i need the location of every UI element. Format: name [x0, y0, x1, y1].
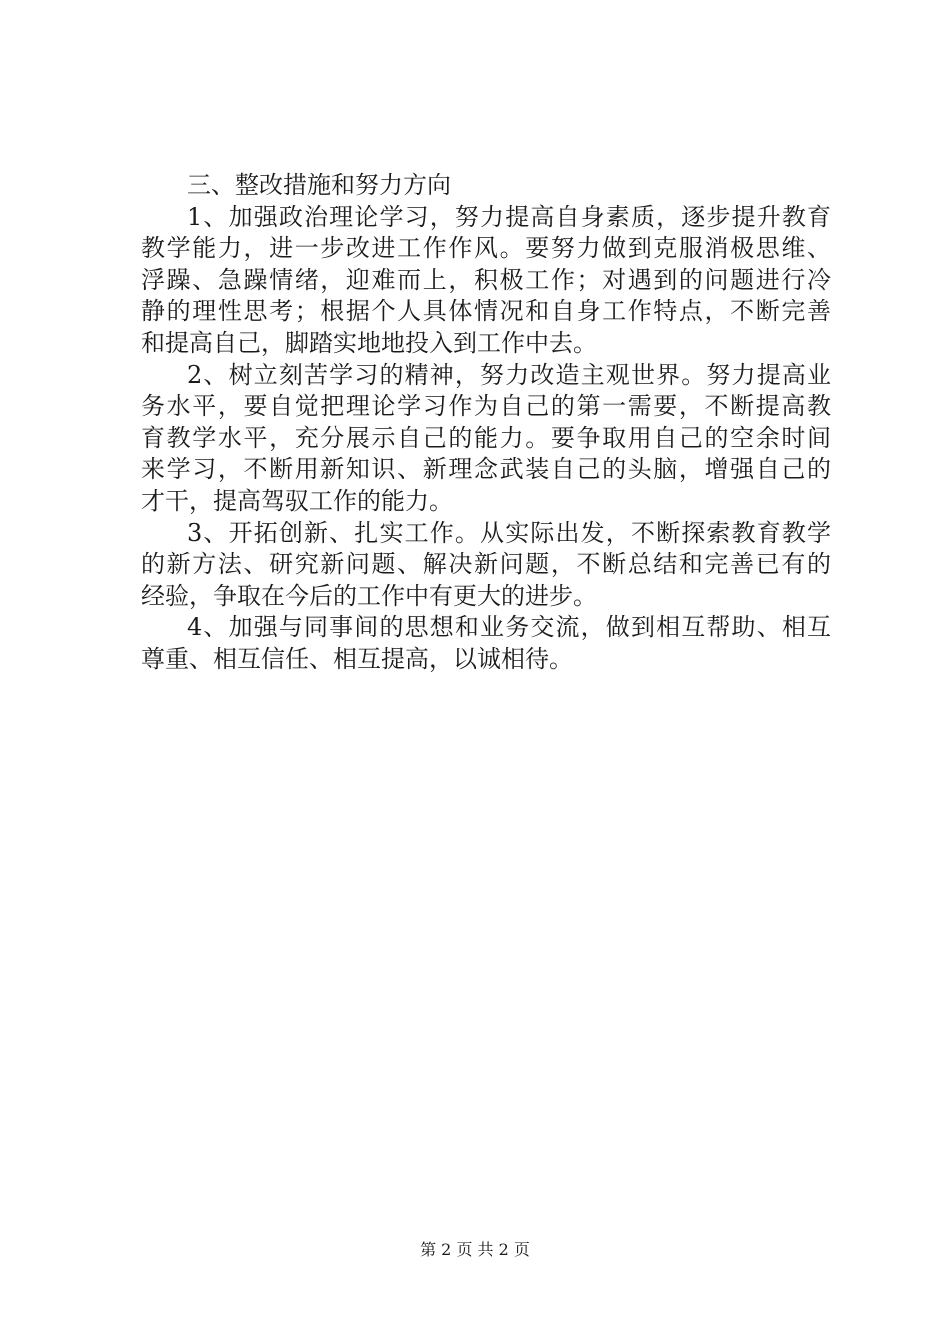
paragraph-2-line-5: 才干，提高驾驭工作的能力。: [141, 486, 453, 515]
paragraph-1-line-5: 和提高自己，脚踏实地地投入到工作中去。: [141, 328, 597, 357]
paragraph-1-line-4: 静的理性思考；根据个人具体情况和自身工作特点，不断完善: [141, 297, 831, 326]
paragraph-1-line-2: 教学能力，进一步改进工作作风。要努力做到克服消极思维、: [141, 234, 831, 263]
paragraph-2-line-3: 育教学水平，充分展示自己的能力。要争取用自己的空余时间: [141, 423, 831, 452]
paragraph-3-line-1: 3、开拓创新、扎实工作。从实际出发，不断探索教育教学: [187, 518, 831, 547]
paragraph-2-line-2: 务水平，要自觉把理论学习作为自己的第一需要，不断提高教: [141, 392, 831, 421]
paragraph-2-line-4: 来学习，不断用新知识、新理念武装自己的头脑，增强自己的: [141, 455, 831, 484]
paragraph-1-line-1: 1、加强政治理论学习，努力提高自身素质，逐步提升教育: [187, 202, 831, 231]
paragraph-4-line-1: 4、加强与同事间的思想和业务交流，做到相互帮助、相互: [187, 613, 831, 642]
page-number-footer: 第 2 页 共 2 页: [420, 1240, 530, 1259]
paragraph-3-line-2: 的新方法、研究新问题、解决新问题，不断总结和完善已有的: [141, 550, 831, 579]
paragraph-4-line-2: 尊重、相互信任、相互提高，以诚相待。: [141, 644, 573, 673]
section-heading: 三、整改措施和努力方向: [187, 171, 451, 199]
paragraph-2-line-1: 2、树立刻苦学习的精神，努力改造主观世界。努力提高业: [187, 360, 831, 389]
paragraph-1-line-3: 浮躁、急躁情绪，迎难而上，积极工作；对遇到的问题进行冷: [141, 265, 831, 294]
document-body: [141, 170, 831, 676]
paragraph-3-line-3: 经验，争取在今后的工作中有更大的进步。: [141, 581, 597, 610]
